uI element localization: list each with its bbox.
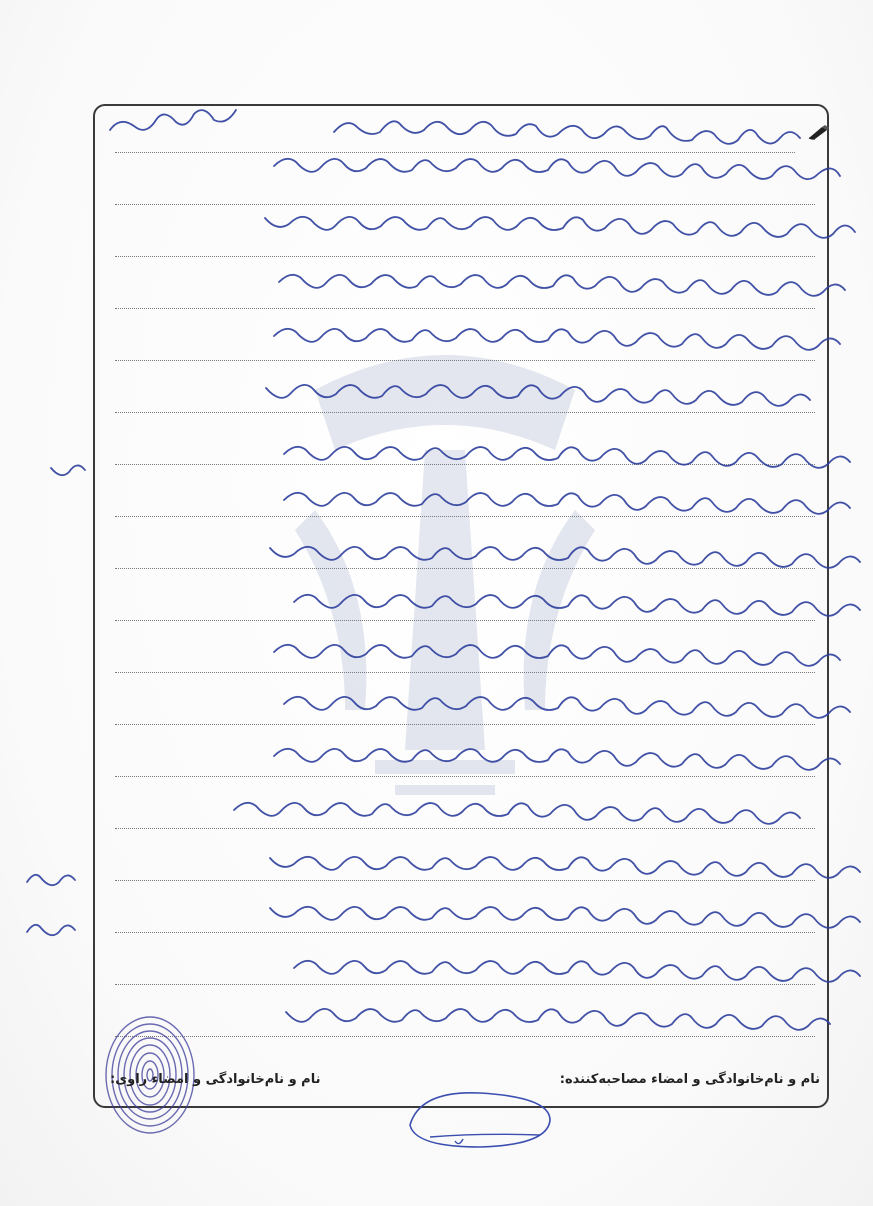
narrator-signature-label: نام و نام‌خانوادگی و امضاء راوی: — [110, 1072, 321, 1087]
signature-footer — [110, 1072, 820, 1096]
interviewer-signature-label: نام و نام‌خانوادگی و امضاء مصاحبه‌کننده: — [559, 1072, 820, 1087]
